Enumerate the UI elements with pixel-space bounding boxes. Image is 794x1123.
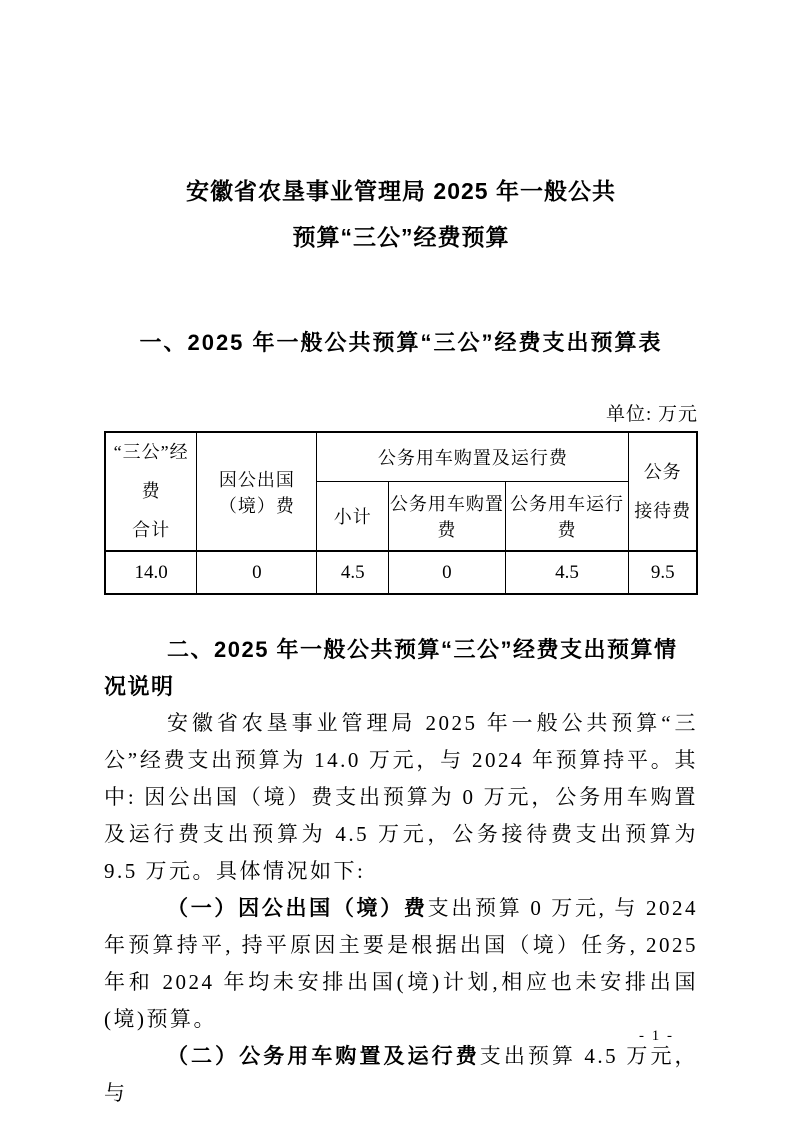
cell-vehicle-purchase-value: 0 — [389, 551, 506, 594]
unit-label: 单位: 万元 — [605, 404, 698, 425]
header-vehicle-operation: 公务用车运行费 — [505, 482, 629, 551]
three-public-budget-table — [104, 431, 698, 595]
document-title-line1: 安徽省农垦事业管理局 2025 年一般公共 — [186, 178, 616, 204]
paragraph-vehicle — [104, 1038, 698, 1112]
cell-abroad-value: 0 — [197, 551, 317, 594]
header-vehicle-group: 公务用车购置及运行费 — [317, 432, 629, 482]
header-reception-line1: 公务 — [643, 461, 682, 482]
paragraph-vehicle-text: 支出预算 4.5 万元，与 — [104, 1044, 699, 1105]
cell-vehicle-subtotal-value: 4.5 — [317, 551, 389, 594]
paragraph-summary: 安徽省农垦事业管理局 2025 年一般公共预算“三公”经费支出预算为 14.0 万元，与 2024 年预算持平。其中: 因公出国（境）费支出预算为 0 万元，公务用车购置及运行费支出预算为 4.5 万元，公务接待费支出预算为 9.5 万元。具体情况如下: — [104, 711, 698, 883]
document-title — [104, 168, 698, 260]
header-vehicle-subtotal: 小计 — [317, 482, 389, 551]
paragraph-abroad-lead: （一）因公出国（境）费 — [167, 897, 428, 920]
page-number: - 1 - — [639, 1028, 674, 1044]
table-row — [105, 551, 697, 594]
header-reception-line2: 接待费 — [634, 500, 692, 521]
header-total-line2: 合计 — [132, 520, 171, 540]
cell-vehicle-operation-value: 4.5 — [505, 551, 629, 594]
paragraph-abroad-text: 支出预算 0 万元, 与 2024 年预算持平, 持平原因主要是根据出国（境）任务, 2025 年和 2024 年均未安排出国(境)计划,相应也未安排出国(境)预算。 — [104, 896, 698, 1031]
section2-heading: 二、2025 年一般公共预算“三公”经费支出预算情况说明 — [104, 637, 678, 699]
header-total — [105, 432, 197, 551]
cell-reception-value: 9.5 — [629, 551, 697, 594]
cell-total-value: 14.0 — [105, 551, 197, 594]
paragraph-abroad — [104, 890, 698, 1038]
document-title-line2: 预算“三公”经费预算 — [292, 224, 510, 250]
paragraph-vehicle-lead: （二）公务用车购置及运行费 — [167, 1045, 480, 1068]
header-reception — [629, 432, 697, 551]
header-vehicle-purchase: 公务用车购置费 — [389, 482, 506, 551]
header-abroad: 因公出国（境）费 — [197, 432, 317, 551]
header-total-line1: “三公”经费 — [113, 442, 189, 501]
section1-heading: 一、2025 年一般公共预算“三公”经费支出预算表 — [139, 330, 663, 355]
